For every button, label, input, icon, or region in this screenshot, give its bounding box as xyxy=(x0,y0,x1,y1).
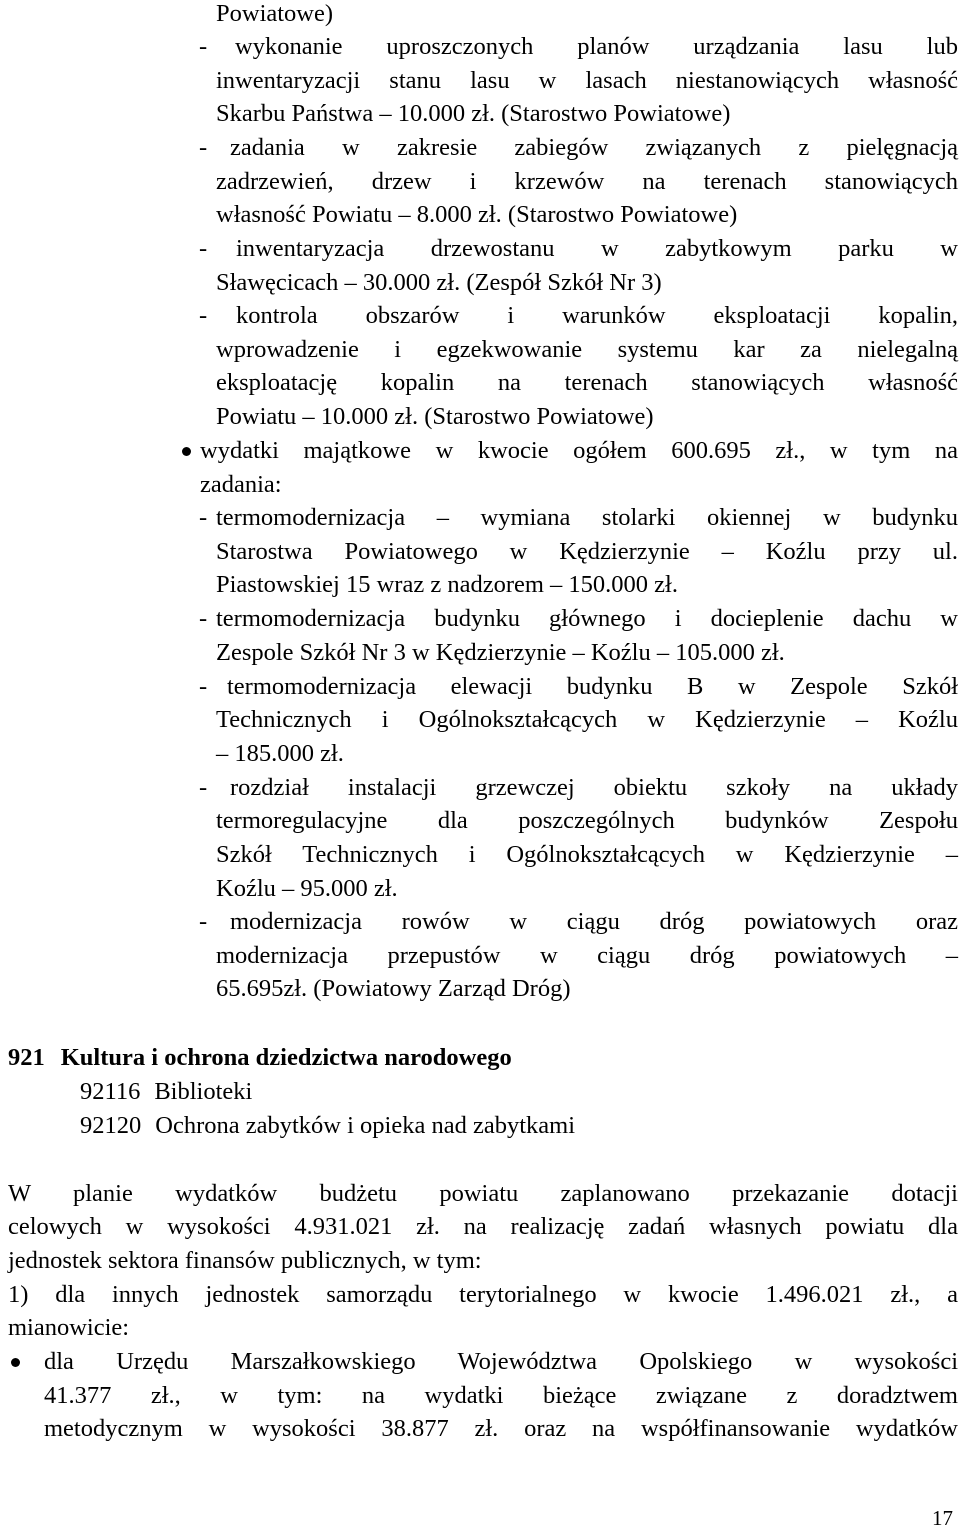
list-dash: - xyxy=(199,504,208,531)
section-title: Kultura i ochrona dziedzictwa narodowego xyxy=(60,1044,512,1071)
subsection-row xyxy=(80,1075,252,1109)
list-dash: - xyxy=(199,302,208,329)
list-item-line: rozdział instalacji grzewczej obiektu szkoły na układy xyxy=(230,774,958,801)
subsection-name: Ochrona zabytków i opieka nad zabytkami xyxy=(155,1112,576,1139)
list-item-line: własność Powiatu – 8.000 zł. (Starostwo Powiatowe) xyxy=(216,201,738,228)
subsection-name: Biblioteki xyxy=(154,1078,253,1105)
bullet-text: wydatki majątkowe w kwocie ogółem 600.695 zł., w tym na xyxy=(200,437,958,464)
list-item-line: termomodernizacja elewacji budynku B w Zespole Szkół xyxy=(227,673,958,700)
list-item-line: Technicznych i Ogólnokształcących w Kędzierzynie – Koźlu xyxy=(216,706,958,733)
list-item-line: inwentaryzacja drzewostanu w zabytkowym parku w xyxy=(236,235,958,262)
paragraph-line: W planie wydatków budżetu powiatu zaplanowano przekazanie dotacji xyxy=(8,1180,958,1207)
list-dash: - xyxy=(199,673,208,700)
list-item-line: zadrzewień, drzew i krzewów na terenach stanowiących xyxy=(216,168,958,195)
list-item-line: wprowadzenie i egzekwowanie systemu kar za nielegalną xyxy=(216,336,958,363)
list-item-line: eksploatację kopalin na terenach stanowiących własność xyxy=(216,369,958,396)
list-dash: - xyxy=(199,774,208,801)
list-item-line: kontrola obszarów i warunków eksploatacji kopalin, xyxy=(236,302,958,329)
section-heading xyxy=(8,1041,512,1075)
bullet-icon xyxy=(11,1358,20,1367)
list-item-line: modernizacja przepustów w ciągu dróg powiatowych – xyxy=(216,942,958,969)
page-number: 17 xyxy=(932,1506,953,1530)
list-item-line: Koźlu – 95.000 zł. xyxy=(216,875,398,902)
paragraph-line: 1) dla innych jednostek samorządu terytorialnego w kwocie 1.496.021 zł., a xyxy=(8,1281,958,1308)
continuation-text: Powiatowe) xyxy=(216,0,334,27)
paragraph-line: celowych w wysokości 4.931.021 zł. na realizację zadań własnych powiatu dla xyxy=(8,1213,958,1240)
list-item-line: Skarbu Państwa – 10.000 zł. (Starostwo Powiatowe) xyxy=(216,100,731,127)
subsection-code: 92120 xyxy=(80,1112,142,1139)
list-item-line: modernizacja rowów w ciągu dróg powiatowych oraz xyxy=(230,908,958,935)
list-item-line: wykonanie uproszczonych planów urządzania lasu lub xyxy=(235,33,958,60)
list-dash: - xyxy=(199,605,208,632)
list-item-line: Sławęcicach – 30.000 zł. (Zespół Szkół Nr 3) xyxy=(216,269,662,296)
bullet-text: 41.377 zł., w tym: na wydatki bieżące związane z doradztwem xyxy=(44,1382,958,1409)
subsection-row xyxy=(80,1109,575,1143)
list-dash: - xyxy=(199,134,208,161)
bullet-icon xyxy=(182,447,191,456)
list-item-line: termoregulacyjne dla poszczególnych budynków Zespołu xyxy=(216,807,958,834)
list-item-line: Piastowskiej 15 wraz z nadzorem – 150.000 zł. xyxy=(216,571,678,598)
paragraph-line: jednostek sektora finansów publicznych, w tym: xyxy=(8,1247,482,1274)
bullet-text: dla Urzędu Marszałkowskiego Województwa Opolskiego w wysokości xyxy=(44,1348,958,1375)
list-item-line: 65.695zł. (Powiatowy Zarząd Dróg) xyxy=(216,975,571,1002)
list-item-line: Starostwa Powiatowego w Kędzierzynie – Koźlu przy ul. xyxy=(216,538,958,565)
list-item-line: termomodernizacja budynku głównego i docieplenie dachu w xyxy=(216,605,958,632)
bullet-text: metodycznym w wysokości 38.877 zł. oraz na współfinansowanie wydatków xyxy=(44,1415,958,1442)
list-item-line: inwentaryzacji stanu lasu w lasach niestanowiących własność xyxy=(216,67,958,94)
list-item-line: zadania w zakresie zabiegów związanych z pielęgnacją xyxy=(230,134,958,161)
bullet-text: zadania: xyxy=(200,471,282,498)
paragraph-line: mianowicie: xyxy=(8,1314,130,1341)
subsection-code: 92116 xyxy=(80,1078,141,1105)
section-code: 921 xyxy=(8,1044,45,1071)
list-dash: - xyxy=(199,33,208,60)
list-item-line: termomodernizacja – wymiana stolarki okiennej w budynku xyxy=(216,504,958,531)
list-item-line: Szkół Technicznych i Ogólnokształcących w Kędzierzynie – xyxy=(216,841,958,868)
list-dash: - xyxy=(199,908,208,935)
list-item-line: – 185.000 zł. xyxy=(216,740,344,767)
list-item-line: Powiatu – 10.000 zł. (Starostwo Powiatowe) xyxy=(216,403,654,430)
list-dash: - xyxy=(199,235,208,262)
list-item-line: Zespole Szkół Nr 3 w Kędzierzynie – Koźlu – 105.000 zł. xyxy=(216,639,785,666)
